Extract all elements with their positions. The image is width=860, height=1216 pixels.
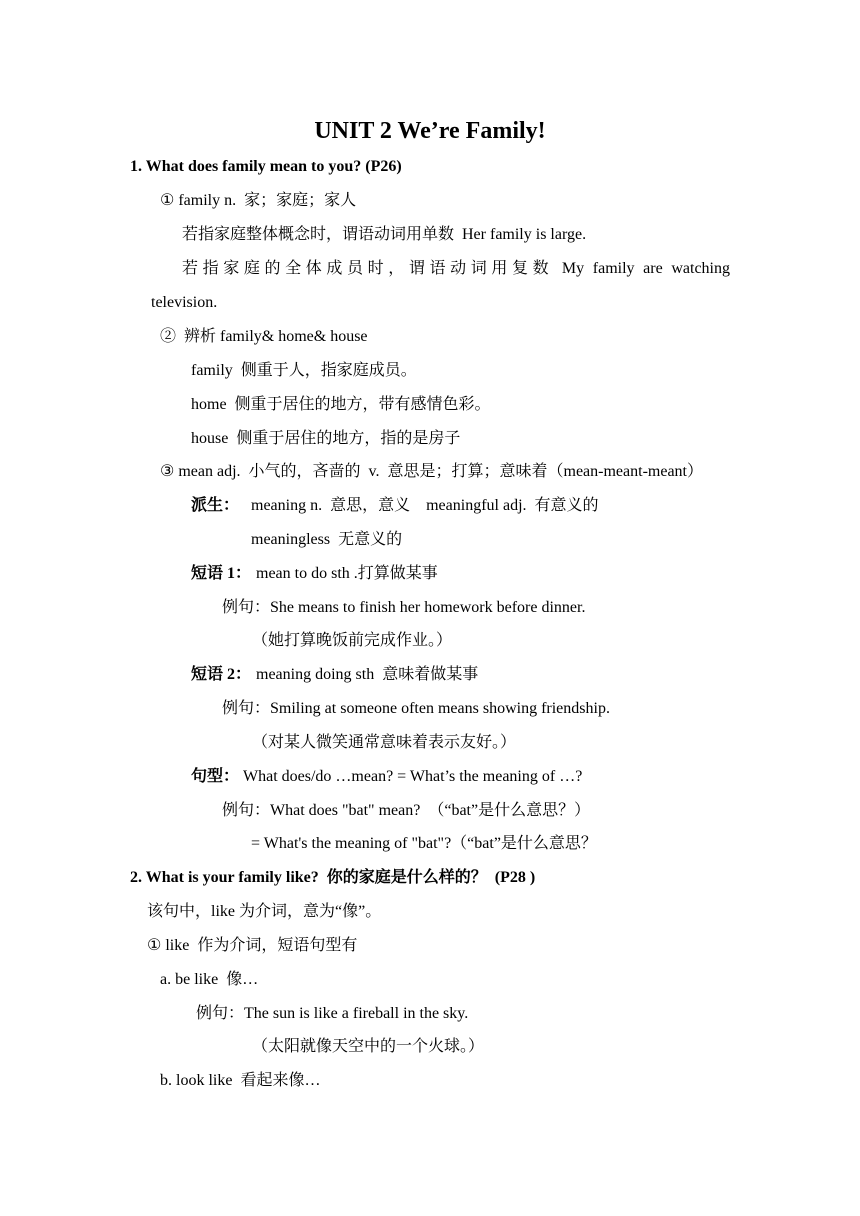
- phrase-1-translation: （她打算晚饭前完成作业。）: [252, 632, 453, 649]
- be-like-example: 例句：The sun is like a fireball in the sky.: [196, 1005, 469, 1022]
- sentence-pattern-label: 句型：: [191, 768, 240, 785]
- phrase-1-label: 短语 1：: [191, 565, 252, 582]
- section-2-heading: 2. What is your family like? 你的家庭是什么样的？ (P28 ): [130, 869, 536, 886]
- sentence-pattern-example-2: = What's the meaning of "bat"?（“bat”是什么意思？: [251, 835, 597, 852]
- item-mean-definition: ③ mean adj. 小气的，吝啬的 v. 意思是；打算；意味着（mean-meant-meant）: [160, 463, 703, 480]
- item-family-definition: ① family n. 家；家庭；家人: [160, 192, 357, 209]
- phrase-1-text: mean to do sth .打算做某事: [256, 565, 438, 582]
- section-2-intro: 该句中，like 为介词，意为“像”。: [147, 903, 382, 920]
- item-like-preposition: ① like 作为介词，短语句型有: [147, 937, 358, 954]
- page-title: UNIT 2 We’re Family!: [314, 118, 546, 144]
- distinction-home: home 侧重于居住的地方，带有感情色彩。: [191, 396, 491, 413]
- derivation-line-2: meaningless 无意义的: [251, 531, 403, 548]
- distinction-house: house 侧重于居住的地方，指的是房子: [191, 430, 461, 447]
- phrase-1-example: 例句：She means to finish her homework before dinner.: [222, 599, 586, 616]
- item-distinction-heading: ② 辨析 family& home& house: [160, 328, 368, 345]
- family-plural-note: 若指家庭的全体成员时，谓语动词用复数 My family are watching: [182, 260, 730, 277]
- family-plural-note-continued: television.: [151, 294, 218, 311]
- phrase-look-like: b. look like 看起来像…: [160, 1072, 321, 1089]
- phrase-2-translation: （对某人微笑通常意味着表示友好。）: [252, 734, 517, 751]
- section-1-heading: 1. What does family mean to you? (P26): [130, 158, 402, 175]
- sentence-pattern-example: 例句：What does "bat" mean? （“bat”是什么意思？）: [222, 802, 591, 819]
- phrase-be-like: a. be like 像…: [160, 971, 259, 988]
- derivation-label: 派生：: [191, 497, 240, 514]
- family-singular-note: 若指家庭整体概念时，谓语动词用单数 Her family is large.: [182, 226, 587, 243]
- phrase-2-text: meaning doing sth 意味着做某事: [256, 666, 479, 683]
- phrase-2-example: 例句：Smiling at someone often means showing friendship.: [222, 700, 610, 717]
- sentence-pattern-text: What does/do …mean? = What’s the meaning of …?: [243, 768, 583, 785]
- be-like-translation: （太阳就像天空中的一个火球。）: [252, 1038, 485, 1055]
- derivation-line-1: meaning n. 意思，意义 meaningful adj. 有意义的: [251, 497, 599, 514]
- phrase-2-label: 短语 2：: [191, 666, 252, 683]
- distinction-family: family 侧重于人，指家庭成员。: [191, 362, 417, 379]
